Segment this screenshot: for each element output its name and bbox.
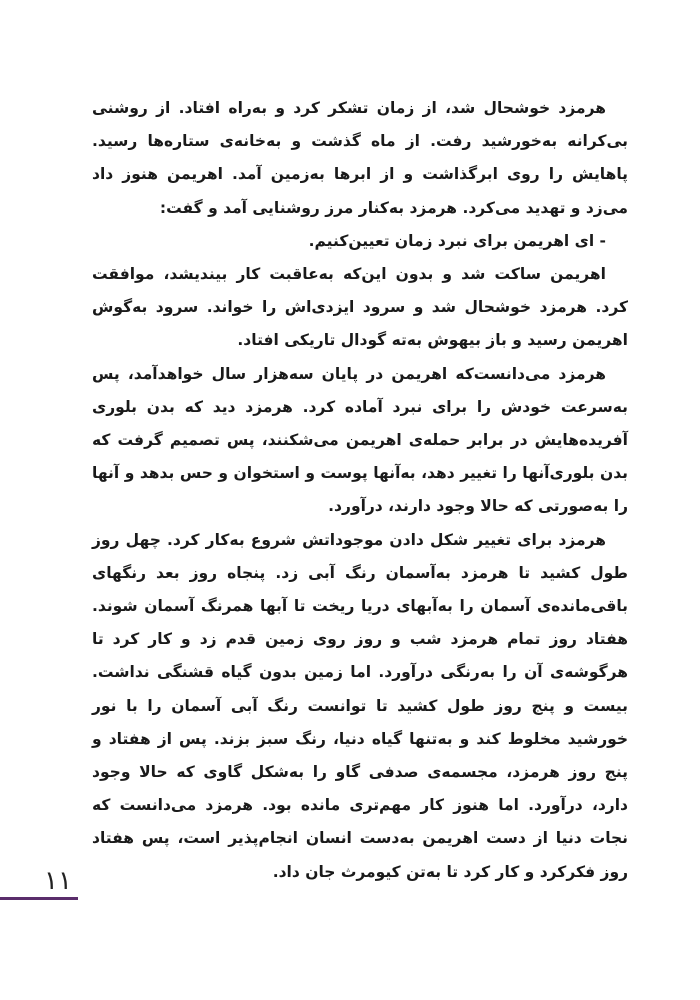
page-number-rule xyxy=(0,897,78,900)
paragraph-3: اهریمن ساکت شد و بدون این‌که به‌عاقبت کار بیندیشد، موافقت کرد. هرمزد خوشحال شد و سرود ایزدی‌اش را خواند. سرود به‌گوش اهریمن رسید و باز بیهوش به‌ته گودال تاریکی افتاد. xyxy=(92,265,628,350)
page-body-text xyxy=(92,92,628,889)
page-number: ۱۱ xyxy=(44,866,72,896)
paragraph-5: هرمزد برای تغییر شکل دادن موجوداتش شروع به‌کار کرد. چهل روز طول کشید تا هرمزد به‌آسمان رنگ آبی زد. پنجاه روز بعد رنگهای باقی‌مانده‌ی آسمان را به‌آبهای دریا ریخت تا آبها همرنگ آسمان شوند. هفتاد روز تمام هرمزد شب و روز روی زمین قدم زد و کار کرد تا هرگوشه‌ی آن را به‌رنگی درآورد. اما زمین بدون گیاه قشنگی نداشت. بیست و پنج روز طول کشید تا توانست رنگ آبی آسمان را با نور خورشید مخلوط کند و به‌تنها گیاه دنیا، رنگ سبز بزند. پس از هفتاد و پنج روز هرمزد، مجسمه‌ی صدفی گاو را به‌شکل گاوی که حالا وجود دارد، درآورد. اما هنوز کار مهم‌تری مانده بود. هرمزد می‌دانست که نجات دنیا از دست اهریمن به‌دست انسان انجام‌پذیر است، پس هفتاد روز فکرکرد و کار کرد تا به‌تن کیومرث جان داد. xyxy=(92,530,628,881)
paragraph-1: هرمزد خوشحال شد، از زمان تشکر کرد و به‌راه افتاد. از روشنی بی‌کرانه به‌خورشید رفت. از ماه گذشت و به‌خانه‌ی ستاره‌ها رسید. پاهایش را روی ابرگذاشت و از ابرها به‌زمین آمد. اهریمن هنوز داد می‌زد و تهدید می‌کرد. هرمزد به‌کنار مرز روشنایی آمد و گفت: xyxy=(92,99,628,217)
paragraph-4: هرمزد می‌دانست‌که اهریمن در پایان سه‌هزار سال خواهدآمد، پس به‌سرعت خودش را برای نبرد آماده کرد. هرمزد دید که بدن بلوری آفریده‌هایش در برابر حمله‌ی اهریمن می‌شکنند، پس تصمیم گرفت که بدن بلوری‌آنها را تغییر دهد، به‌آنها پوست و استخوان و حس بدهد و آنها را به‌صورتی که حالا وجود دارند، درآورد. xyxy=(92,364,628,516)
paragraph-2-dialogue: - ای اهریمن برای نبرد زمان تعیین‌کنیم. xyxy=(308,231,606,250)
